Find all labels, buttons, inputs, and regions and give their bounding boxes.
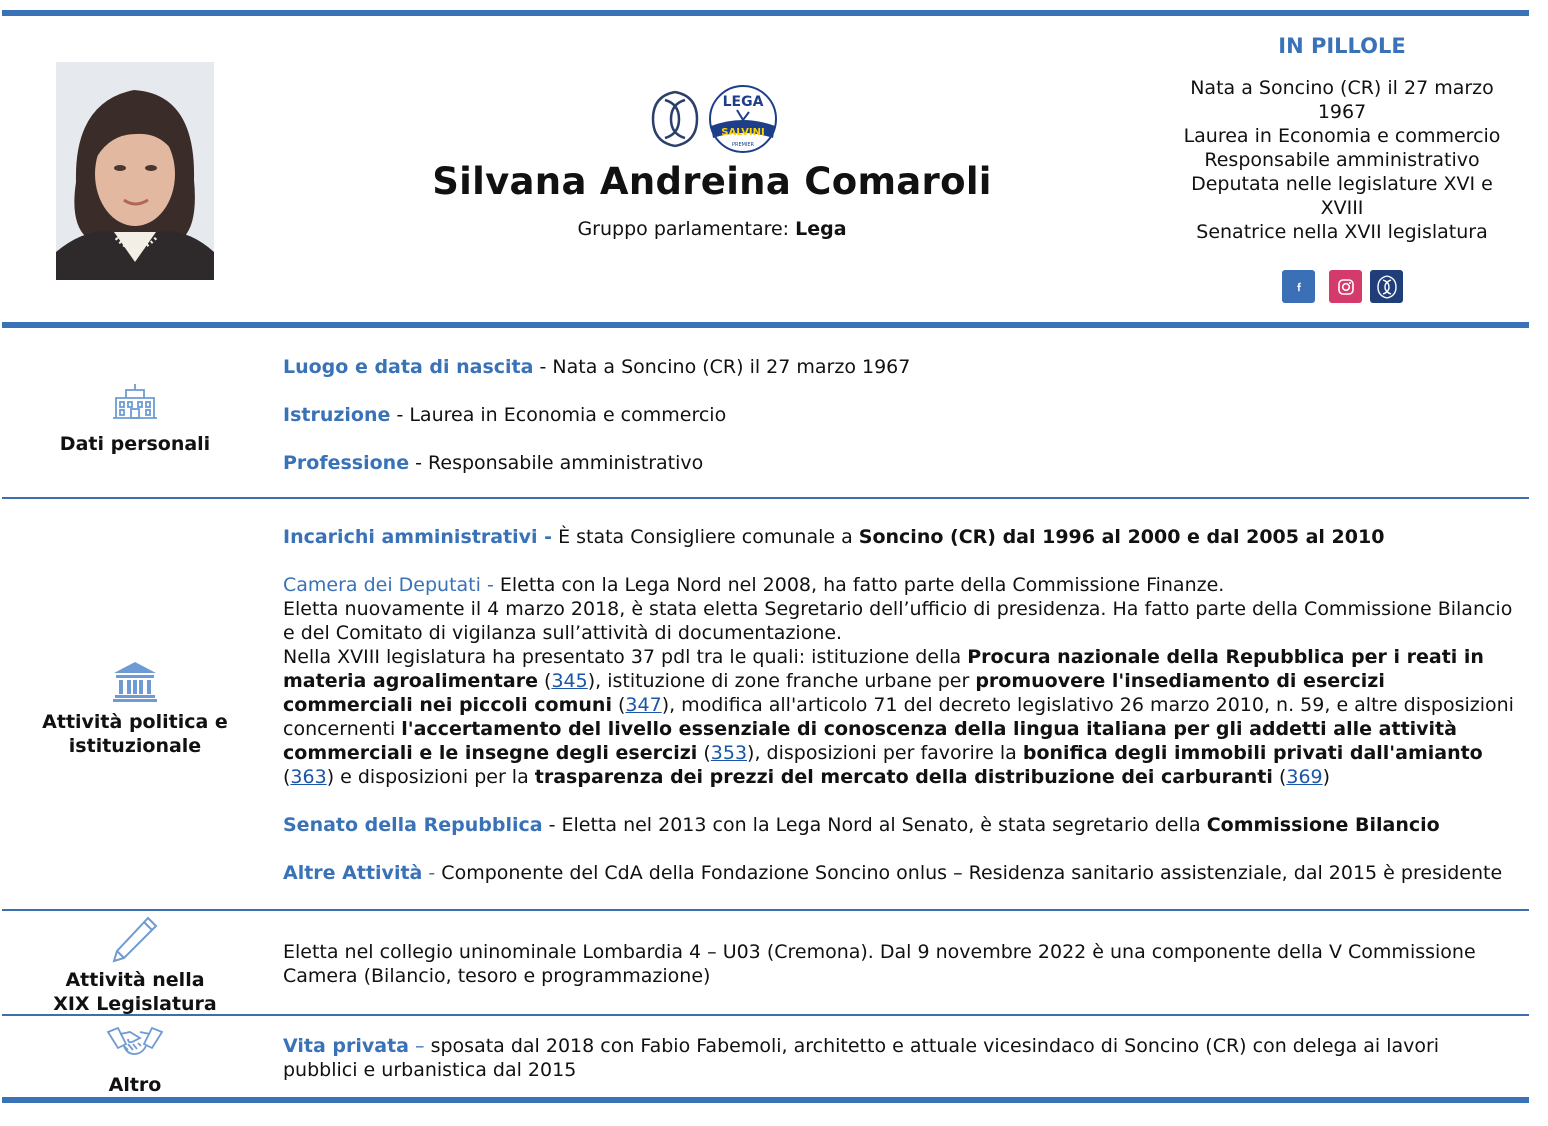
top-rule xyxy=(2,10,1529,16)
institution-icon xyxy=(112,660,158,702)
chamber-of-deputies: Camera dei Deputati - Eletta con la Lega Nord nel 2008, ha fatto parte della Commissione Finanze. xyxy=(283,574,1225,596)
party-logos xyxy=(645,84,780,154)
svg-text:LEGA: LEGA xyxy=(722,94,764,110)
pill-line: 1967 xyxy=(1317,101,1367,123)
bill-link-369[interactable]: 369 xyxy=(1286,766,1323,788)
section-label-political: Attività politica e istituzionale xyxy=(42,711,228,757)
svg-text:SALVINI: SALVINI xyxy=(721,127,765,138)
pill-line: Deputata nelle legislature XVI e xyxy=(1191,173,1493,195)
political-activity-content xyxy=(283,525,1518,885)
bill-link-345[interactable]: 345 xyxy=(551,670,588,692)
private-life-content: Vita privata – sposata dal 2018 con Fabio Fabemoli, architetto e attuale vicesindaco di Soncino (CR) con delega ai lavori pubblici e urbanistica dal 2015 xyxy=(283,1035,1440,1081)
group-label: Gruppo parlamentare: xyxy=(577,218,790,240)
instagram-button[interactable] xyxy=(1329,270,1362,303)
pill-line: Nata a Soncino (CR) il 27 marzo xyxy=(1190,77,1494,99)
in-pillole-box xyxy=(1170,34,1514,244)
pill-line: XVIII xyxy=(1320,197,1364,219)
section-label-personal: Dati personali xyxy=(59,433,211,455)
chamber-reelection: Eletta nuovamente il 4 marzo 2018, è stata eletta Segretario dell’ufficio di presidenza. Ha fatto parte della Commissione Bilancio e del Comitato di vigilanza sull’attività di documentazione. xyxy=(283,598,1513,644)
group-value: Lega xyxy=(795,218,847,240)
facebook-button[interactable] xyxy=(1282,270,1315,303)
instagram-icon xyxy=(1337,278,1355,296)
portrait-photo xyxy=(56,62,214,280)
divider-political xyxy=(2,909,1529,911)
bottom-rule xyxy=(2,1097,1529,1103)
lega-logo-icon xyxy=(710,86,776,152)
in-pillole-title: IN PILLOLE xyxy=(1278,34,1406,58)
handshake-icon xyxy=(106,1024,164,1062)
administrative-roles: Incarichi amministrativi - È stata Consigliere comunale a Soncino (CR) dal 1996 al 2000 e dal 2005 al 2010 xyxy=(283,526,1385,548)
xix-legislature-content: Eletta nel collegio uninominale Lombardia 4 – U03 (Cremona). Dal 9 novembre 2022 è una componente della V Commissione Camera (Bilancio, tesoro e programmazione) xyxy=(283,941,1476,987)
education-info: Istruzione - Laurea in Economia e commercio xyxy=(283,404,727,426)
section-label-other: Altro xyxy=(108,1074,162,1096)
pill-line: Laurea in Economia e commercio xyxy=(1183,125,1501,147)
bill-link-353[interactable]: 353 xyxy=(710,742,748,764)
personal-data-content xyxy=(283,355,1518,475)
other-activities: Altre Attività - Componente del CdA della Fondazione Soncino onlus – Residenza sanitario assistenziale, dal 2015 è presidente xyxy=(283,862,1503,884)
facebook-icon xyxy=(1292,280,1306,294)
pill-line: Senatrice nella XVII legislatura xyxy=(1196,221,1488,243)
deputy-name: Silvana Andreina Comaroli xyxy=(432,160,992,203)
pen-icon xyxy=(108,914,160,964)
camera-logo-icon xyxy=(1375,274,1399,300)
profession-info: Professione - Responsabile amministrativo xyxy=(283,452,704,474)
divider-personal xyxy=(2,497,1529,499)
camera-site-button[interactable] xyxy=(1370,270,1403,303)
svg-text:PREMIER: PREMIER xyxy=(731,142,755,148)
camera-emblem-icon xyxy=(653,92,697,146)
senate-info: Senato della Repubblica - Eletta nel 2013 con la Lega Nord al Senato, è stata segretario della Commissione Bilancio xyxy=(283,814,1440,836)
birth-info: Luogo e data di nascita - Nata a Soncino (CR) il 27 marzo 1967 xyxy=(283,356,911,378)
building-icon xyxy=(110,382,160,422)
bill-link-347[interactable]: 347 xyxy=(625,694,662,716)
bills-presented: Nella XVIII legislatura ha presentato 37 pdl tra le quali: istituzione della Procura nazionale della Repubblica per i reati in materia agroalimentare (345), istituzione di zone franche urbane per promuovere l'insediamento di esercizi commerciali nei piccoli comuni (347), modifica all'articolo 71 del decreto legislativo 26 marzo 2010, n. 59, e altre disposizioni concernenti l'accertamento del livello essenziale di conoscenza della lingua italiana per gli addetti alle attività commerciali e le insegne degli esercizi (353), disposizioni per favorire la bonifica degli immobili privati dall'amianto (363) e disposizioni per la trasparenza dei prezzi del mercato della distribuzione dei carburanti (369) xyxy=(283,646,1514,788)
section-label-xix: Attività nella XIX Legislatura xyxy=(53,969,217,1015)
parliamentary-group xyxy=(380,218,1044,240)
bill-link-363[interactable]: 363 xyxy=(290,766,327,788)
header-bottom-rule xyxy=(2,322,1529,328)
pill-line: Responsabile amministrativo xyxy=(1204,149,1480,171)
